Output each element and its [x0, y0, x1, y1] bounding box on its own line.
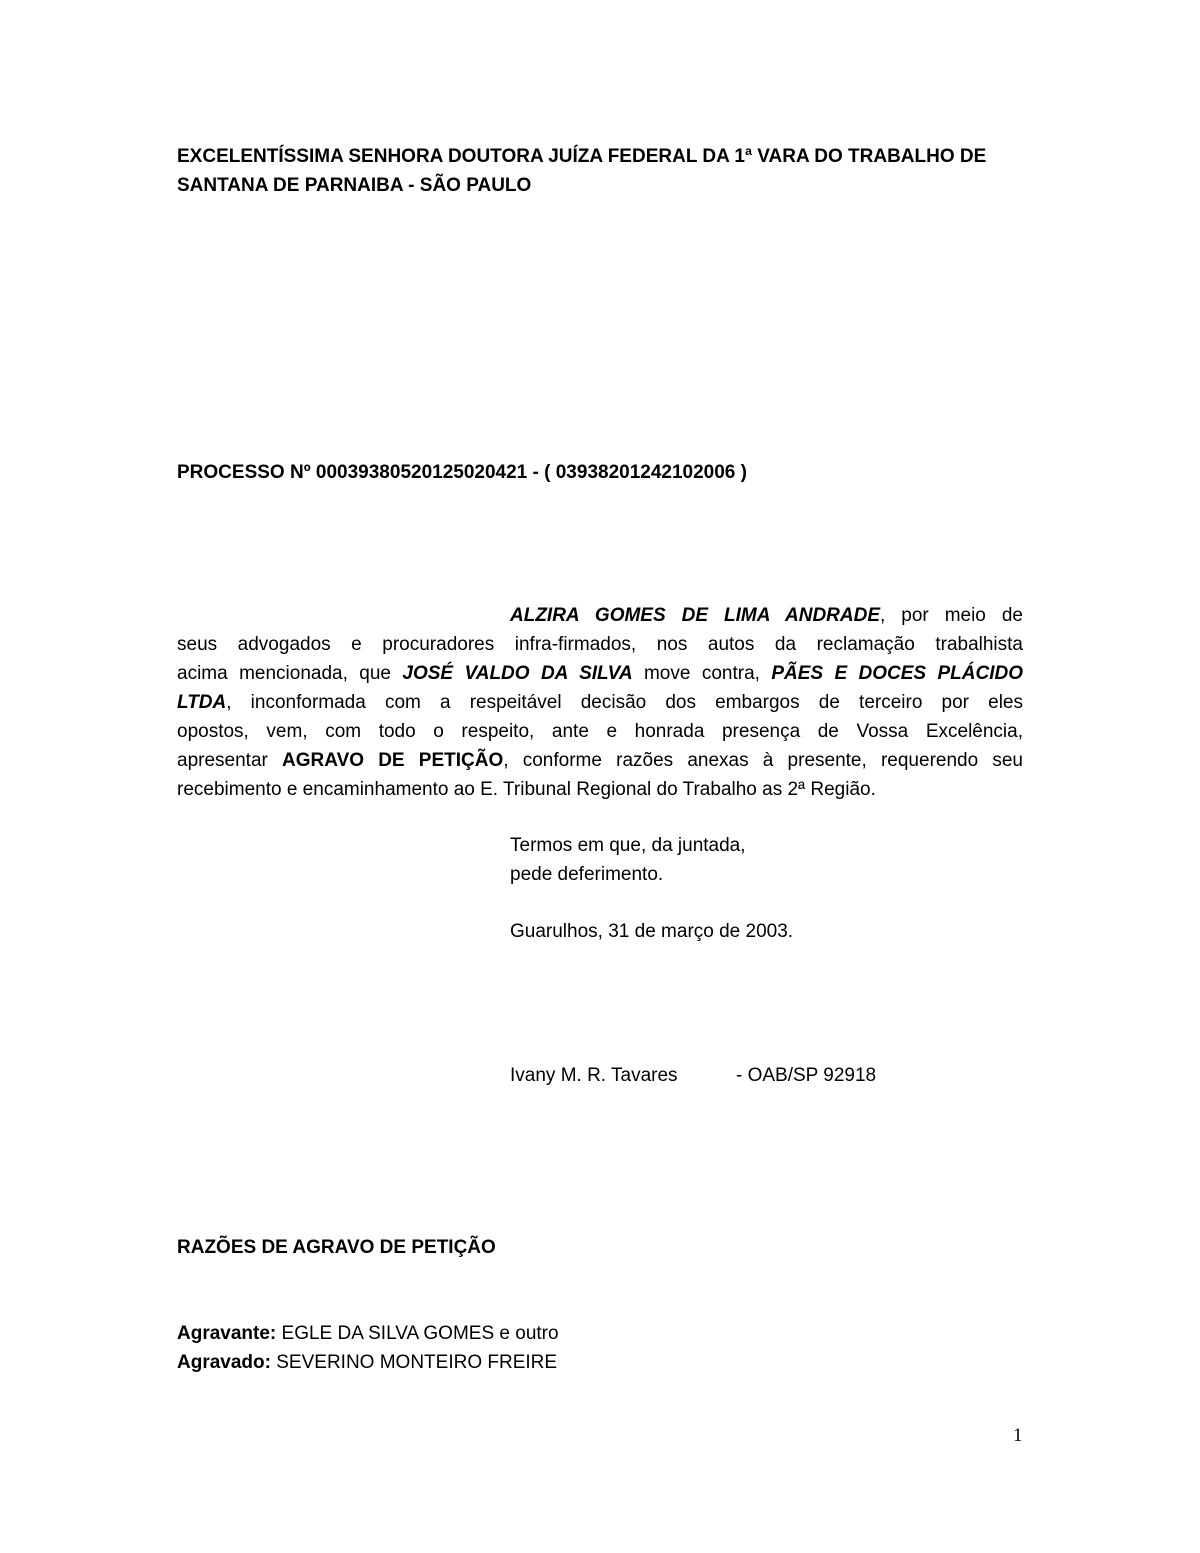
claimant-name: JOSÉ VALDO DA SILVA	[402, 663, 633, 684]
paragraph-text: move contra,	[632, 663, 772, 684]
paragraph-line: recebimento e encaminhamento ao E. Tribunal Regional do Trabalho as 2ª Região.	[177, 779, 876, 800]
closing-line-2: pede deferimento.	[510, 864, 664, 885]
paragraph-text: acima mencionada, que	[177, 663, 403, 684]
addressee-line-2: SANTANA DE PARNAIBA - SÃO PAULO	[177, 175, 532, 196]
signature-name: Ivany M. R. Tavares	[510, 1065, 678, 1086]
paragraph-text: , conforme razões anexas à presente, requerendo seu	[503, 750, 1023, 771]
paragraph-text: , inconformada com a respeitável decisão dos embargos de terceiro por eles	[226, 692, 1023, 713]
paragraph-line: opostos, vem, com todo o respeito, ante e honrada presença de Vossa Excelência,	[177, 721, 1023, 742]
paragraph-line	[177, 659, 1023, 688]
agravante-line	[177, 1320, 559, 1348]
agravante-value: EGLE DA SILVA GOMES e outro	[281, 1323, 559, 1344]
paragraph-line	[177, 746, 1023, 775]
signature-oab: - OAB/SP 92918	[736, 1065, 877, 1086]
closing-date: Guarulhos, 31 de março de 2003.	[510, 921, 794, 942]
defendant-name: PÃES E DOCES PLÁCIDO	[771, 663, 1023, 684]
agravado-label: Agravado:	[177, 1352, 271, 1373]
petitioner-name: ALZIRA GOMES DE LIMA ANDRADE	[510, 605, 880, 626]
page-number: 1	[1013, 1425, 1023, 1446]
agravante-label: Agravante:	[177, 1323, 277, 1344]
paragraph-text: apresentar	[177, 750, 283, 771]
process-number: PROCESSO Nº 00039380520125020421 - ( 03938201242102006 )	[177, 462, 747, 483]
addressee-line-1: EXCELENTÍSSIMA SENHORA DOUTORA JUÍZA FEDERAL DA 1ª VARA DO TRABALHO DE	[177, 146, 987, 167]
agravado-value: SEVERINO MONTEIRO FREIRE	[276, 1352, 558, 1373]
paragraph-line	[177, 688, 1023, 717]
paragraph-text: , por meio de	[880, 605, 1023, 626]
closing-line-1: Termos em que, da juntada,	[510, 835, 746, 856]
defendant-name-suffix: LTDA	[177, 692, 227, 713]
petition-type: AGRAVO DE PETIÇÃO	[282, 750, 504, 771]
paragraph-line: seus advogados e procuradores infra-firmados, nos autos da reclamação trabalhista	[177, 634, 1023, 655]
paragraph-line	[177, 601, 1023, 630]
petition-paragraph	[177, 601, 1023, 804]
agravado-line	[177, 1349, 557, 1377]
section-title: RAZÕES DE AGRAVO DE PETIÇÃO	[177, 1237, 496, 1258]
